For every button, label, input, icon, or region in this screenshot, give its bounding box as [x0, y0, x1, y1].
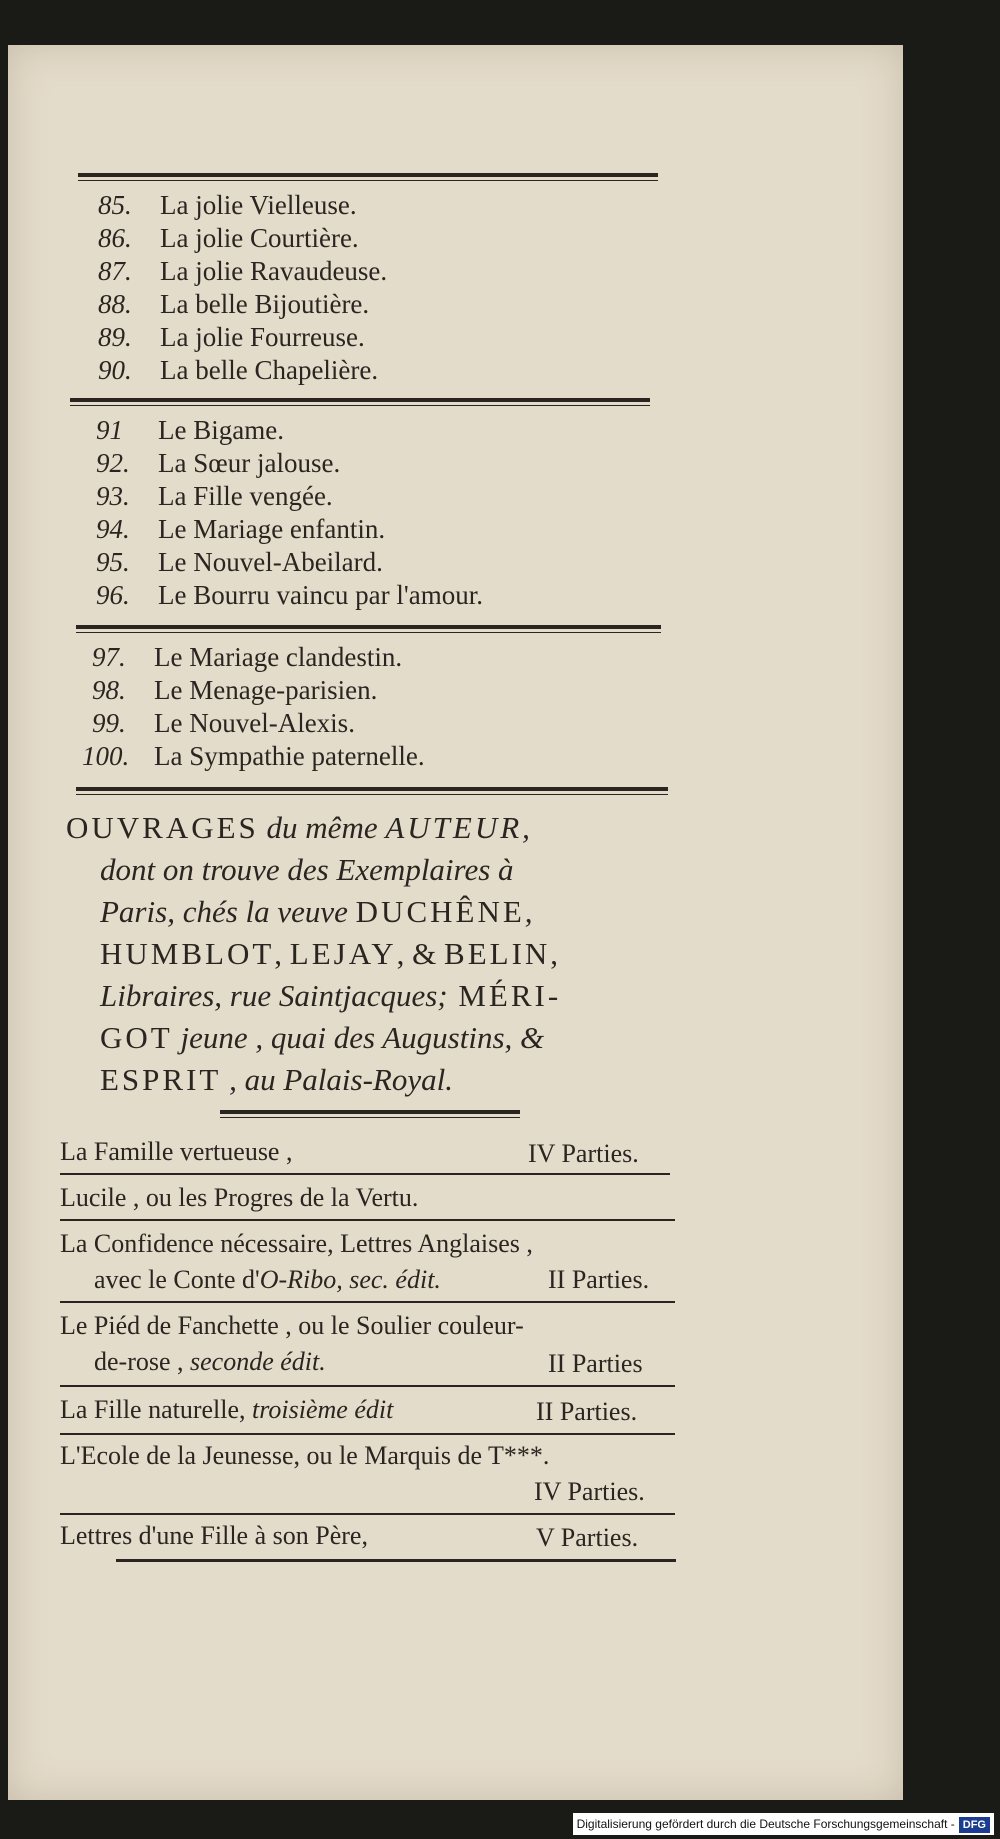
parts-count: IV Parties. [528, 1139, 639, 1168]
entry-rule [60, 1219, 675, 1221]
list-item: 86. La jolie Courtière. [98, 223, 359, 253]
catalogue-entry-continued: avec le Conte d'O-Ribo, sec. édit. [94, 1265, 441, 1294]
heading-line: dont on trouve des Exemplaires à [100, 852, 514, 887]
catalogue-entry: L'Ecole de la Jeunesse, ou le Marquis de T***. [60, 1441, 550, 1470]
ornamental-rule [78, 173, 658, 181]
catalogue-entry: Lettres d'une Fille à son Père, [60, 1521, 368, 1550]
catalogue-entry-continued: de-rose , seconde édit. [94, 1347, 326, 1376]
parts-count: V Parties. [536, 1523, 639, 1552]
list-item: 98. Le Menage-parisien. [92, 675, 378, 705]
list-item: 93. La Fille vengée. [96, 481, 333, 511]
parts-count: II Parties [548, 1349, 643, 1378]
list-item: 87. La jolie Ravaudeuse. [98, 256, 388, 286]
heading-line: HUMBLOT, LEJAY, & BELIN, [100, 936, 559, 971]
list-item: 88. La belle Bijoutière. [98, 289, 370, 319]
list-item: 90. La belle Chapelière. [98, 355, 379, 385]
heading-line: ESPRIT , au Palais-Royal. [100, 1062, 453, 1097]
ornamental-rule [76, 625, 661, 633]
parts-count: IV Parties. [534, 1477, 645, 1506]
heading-line: GOT jeune , quai des Augustins, & [100, 1020, 545, 1055]
heading-line: Paris, chés la veuve DUCHÊNE, [100, 894, 533, 929]
entry-rule [60, 1433, 675, 1435]
heading-line: Libraires, rue Saintjacques; MÉRI- [100, 978, 562, 1013]
catalogue-entry: La Famille vertueuse , [60, 1137, 293, 1166]
list-item: 95. Le Nouvel-Abeilard. [96, 547, 383, 577]
digitization-credit: Digitalisierung gefördert durch die Deutsche Forschungsgemeinschaft - DFG [573, 1813, 994, 1835]
ornamental-rule [70, 398, 650, 406]
list-item: 97. Le Mariage clandestin. [92, 642, 403, 672]
entry-rule [60, 1385, 675, 1387]
ornamental-rule [76, 787, 668, 795]
catalogue-entry: La Confidence nécessaire, Lettres Anglaises , [60, 1229, 533, 1258]
entry-rule [60, 1301, 675, 1303]
entry-rule [60, 1513, 675, 1515]
list-item: 89. La jolie Fourreuse. [98, 322, 365, 352]
heading-line: OUVRAGES du même AUTEUR, [66, 810, 530, 845]
parts-count: II Parties. [536, 1397, 638, 1426]
list-item: 100. La Sympathie paternelle. [82, 741, 425, 771]
catalogue-entry: Le Piéd de Fanchette , ou le Soulier couleur- [60, 1311, 524, 1340]
dfg-logo: DFG [959, 1817, 990, 1833]
list-item: 99. Le Nouvel-Alexis. [92, 708, 355, 738]
list-item: 92. La Sœur jalouse. [96, 448, 341, 478]
list-item: 91 Le Bigame. [96, 415, 284, 445]
parts-count: II Parties. [548, 1265, 650, 1294]
book-page [8, 45, 903, 1800]
entry-rule [60, 1173, 670, 1175]
list-item: 85. La jolie Vielleuse. [98, 190, 357, 220]
list-item: 94. Le Mariage enfantin. [96, 514, 386, 544]
catalogue-entry: La Fille naturelle, troisième édit [60, 1395, 394, 1424]
list-item: 96. Le Bourru vaincu par l'amour. [96, 580, 484, 610]
catalogue-entry: Lucile , ou les Progres de la Vertu. [60, 1183, 419, 1212]
entry-rule [116, 1559, 676, 1562]
ornamental-rule [220, 1110, 520, 1118]
